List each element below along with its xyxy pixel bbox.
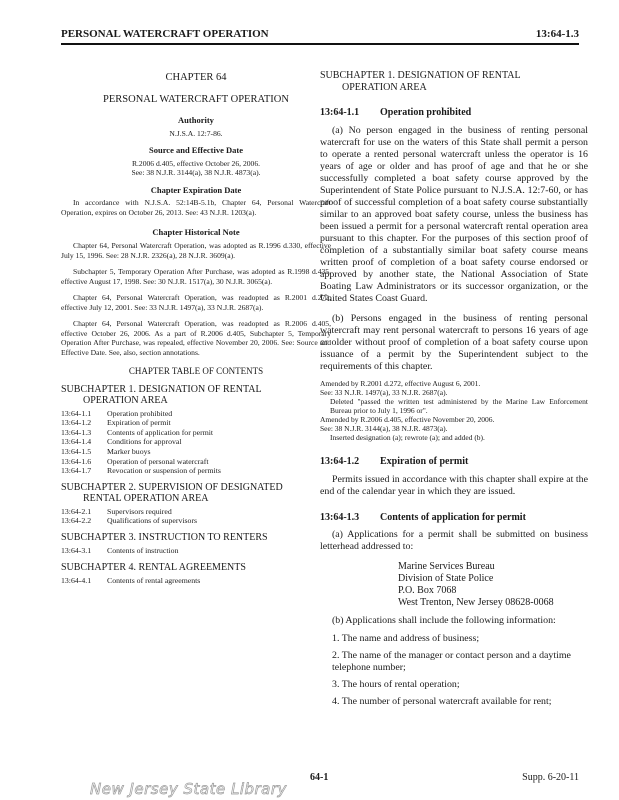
toc-entry-title: Operation of personal watercraft xyxy=(107,456,209,466)
toc-entry[interactable] xyxy=(61,516,331,526)
toc-entry[interactable] xyxy=(61,546,331,556)
toc-entry[interactable] xyxy=(61,418,331,428)
chapter-number: CHAPTER 64 xyxy=(165,72,227,83)
toc-entry-number: 13:64-4.1 xyxy=(61,575,92,585)
toc-entry-number: 13:64-2.1 xyxy=(61,506,92,516)
supplement-date: Supp. 6-20-11 xyxy=(522,772,579,783)
toc-entry-number: 13:64-2.2 xyxy=(61,516,92,526)
toc-entry[interactable] xyxy=(61,447,331,457)
toc-subchapter-title xyxy=(61,482,331,504)
header-code: 13:64-1.3 xyxy=(535,28,579,40)
subchapter-heading xyxy=(320,70,588,93)
authority-heading: Authority xyxy=(178,115,214,126)
left-column xyxy=(61,64,331,585)
toc-entry-title: Contents of instruction xyxy=(107,546,179,555)
chapter-title: PERSONAL WATERCRAFT OPERATION xyxy=(103,93,289,105)
right-column xyxy=(320,64,588,713)
toc-subchapter-title-line1: SUBCHAPTER 2. SUPERVISION OF DESIGNATED xyxy=(61,481,283,493)
section-number: 13:64-1.2 xyxy=(320,456,360,468)
toc-entry-number: 13:64-1.6 xyxy=(61,456,92,466)
toc-subchapter-title xyxy=(61,532,331,543)
amendment-line: Amended by R.2001 d.272, effective August 6, 2001. xyxy=(320,378,481,388)
address-line: Division of State Police xyxy=(398,573,494,585)
subchapter-heading-line2: OPERATION AREA xyxy=(342,81,427,93)
section-heading xyxy=(320,107,588,119)
section-paragraph: (a) No person engaged in the business of renting personal watercraft for use on the waters of this State shall permit a person to operate a rented personal watercraft unless the operator is 16 years of age or older and has proof of age and that he or she successfully completed a boat safety course approved by the Superintendent of State Police pursuant to N.J.S.A. 12:7-60, or has proof of successful completion of a boat safety course substantially similar to an approved boat safety course, unless the business has been issued a permit for a personal watercraft rental operation area pursuant to this chapter. For the purposes of this section proof of completion of a substantially similar boat safety course means written proof of completion of a boat safety course endorsed or approved by another state, the National Association of State Boating Law Administrators or its successor organization, or the United States Coast Guard. xyxy=(320,124,588,304)
section-title: Expiration of permit xyxy=(380,456,469,468)
list-item: 1. The name and address of business; xyxy=(332,633,480,645)
amendment-line: Inserted designation (a); rewrote (a); and added (b). xyxy=(330,433,485,443)
amendment-line: Amended by R.2006 d.405, effective November 20, 2006. xyxy=(320,414,495,424)
toc-subchapter-title-line2: RENTAL OPERATION AREA xyxy=(83,492,209,504)
toc-entry[interactable] xyxy=(61,409,331,419)
list-item: 3. The hours of rental operation; xyxy=(332,679,460,691)
amendment-line: Deleted "passed the written test administered by the Marine Law Enforcement Bureau prior to July 1, 1996 or". xyxy=(330,396,588,415)
amendment-notes xyxy=(320,379,588,443)
toc-subchapter-title xyxy=(61,562,331,573)
page-number: 64-1 xyxy=(310,772,329,783)
header-title: PERSONAL WATERCRAFT OPERATION xyxy=(61,28,269,40)
toc-heading: CHAPTER TABLE OF CONTENTS xyxy=(128,366,264,377)
toc-entry-number: 13:64-1.1 xyxy=(61,408,92,418)
section-paragraph: (b) Persons engaged in the business of renting personal watercraft may rent personal watercraft to persons 16 years of age or older without proof of completion of a boat safety course upon issuance of a permit by the Superintendent subject to the requirements of this chapter. xyxy=(320,312,588,372)
history-note: Chapter 64, Personal Watercraft Operation, was readopted as R.2001 d.272, effective July 12, 2001. See: 33 N.J.R. 1497(a), 33 N.J.R. 2687(a). xyxy=(61,293,331,312)
toc-entry-number: 13:64-1.5 xyxy=(61,447,92,457)
toc-entry-title: Supervisors required xyxy=(107,506,172,516)
toc-entry[interactable] xyxy=(61,466,331,476)
toc-section-list xyxy=(61,546,331,556)
section-heading xyxy=(320,512,588,524)
toc-entry-number: 13:64-1.2 xyxy=(61,418,92,428)
toc-entry[interactable] xyxy=(61,437,331,447)
amendment-line: See: 33 N.J.R. 1497(a), 33 N.J.R. 2687(a). xyxy=(320,387,448,397)
mailing-address xyxy=(320,561,588,609)
toc-entry-number: 13:64-1.3 xyxy=(61,427,92,437)
toc-entry-title: Qualifications of supervisors xyxy=(107,516,198,526)
toc-entry-title: Operation prohibited xyxy=(107,408,173,418)
history-note: Chapter 64, Personal Watercraft Operation, was readopted as R.2006 d.405, effective October 26, 2006. As a part of R.2006 d.405, Subchapter 5, Temporary Operation After Purchase, was repealed, effective November 20, 2006. See: Source and Effective Date. See, also, section annotations. xyxy=(61,319,331,357)
toc-entry-number: 13:64-1.4 xyxy=(61,437,92,447)
list-item: 4. The number of personal watercraft available for rent; xyxy=(332,696,552,708)
library-watermark: New Jersey State Library xyxy=(90,780,287,798)
section-paragraph: (a) Applications for a permit shall be submitted on business letterhead addressed to: xyxy=(320,529,588,553)
toc-entry-title: Marker buoys xyxy=(107,447,151,457)
expiration-heading: Chapter Expiration Date xyxy=(150,184,242,195)
section-paragraph: (b) Applications shall include the following information: xyxy=(332,615,556,627)
expiration-text: In accordance with N.J.S.A. 52:14B-5.1b, Chapter 64, Personal Watercraft Operation, expires on October 26, 2013. See: 43 N.J.R. 1203(a). xyxy=(61,198,331,217)
amendment-line: See: 38 N.J.R. 3144(a), 38 N.J.R. 4873(a). xyxy=(320,424,448,434)
toc-entry[interactable] xyxy=(61,576,331,586)
toc-entry[interactable] xyxy=(61,457,331,467)
toc-entry-number: 13:64-1.7 xyxy=(61,466,92,476)
toc-entry-title: Revocation or suspension of permits xyxy=(107,466,221,476)
history-heading: Chapter Historical Note xyxy=(152,227,240,238)
section-title: Operation prohibited xyxy=(380,107,472,118)
toc-entry-title: Contents of application for permit xyxy=(107,427,214,437)
section-heading xyxy=(320,456,588,468)
toc-subchapter-title xyxy=(61,384,331,406)
toc-entry-title: Contents of rental agreements xyxy=(107,575,201,585)
history-note: Chapter 64, Personal Watercraft Operation, was adopted as R.1996 d.330, effective July 15, 1996. See: 28 N.J.R. 2326(a), 28 N.J.R. 3609(a). xyxy=(61,241,331,260)
source-heading: Source and Effective Date xyxy=(148,145,244,156)
toc-entry[interactable] xyxy=(61,507,331,517)
toc-entry-title: Conditions for approval xyxy=(107,437,182,447)
toc-subchapter-title-line2: OPERATION AREA xyxy=(83,394,168,406)
section-number: 13:64-1.1 xyxy=(320,107,360,118)
toc-subchapter-title-line1: SUBCHAPTER 4. RENTAL AGREEMENTS xyxy=(61,561,246,573)
toc-entry-number: 13:64-3.1 xyxy=(61,546,92,555)
toc-subchapter-title-line1: SUBCHAPTER 3. INSTRUCTION TO RENTERS xyxy=(61,532,268,543)
section-title: Contents of application for permit xyxy=(380,511,526,523)
section-paragraph: Permits issued in accordance with this chapter shall expire at the end of the calendar year in which they are issued. xyxy=(320,473,588,497)
toc-section-list xyxy=(61,507,331,526)
toc-section-list xyxy=(61,576,331,586)
address-line: P.O. Box 7068 xyxy=(398,585,457,597)
running-header xyxy=(61,20,579,45)
source-text: R.2006 d.405, effective October 26, 2006. See: 38 N.J.R. 3144(a), 38 N.J.R. 4873(a). xyxy=(131,158,261,178)
section-number: 13:64-1.3 xyxy=(320,511,360,523)
history-note: Subchapter 5, Temporary Operation After Purchase, was adopted as R.1998 d.435, effective August 17, 1998. See: 30 N.J.R. 1517(a), 30 N.J.R. 3065(a). xyxy=(61,267,331,286)
toc-section-list xyxy=(61,409,331,476)
subchapter-heading-line1: SUBCHAPTER 1. DESIGNATION OF RENTAL xyxy=(320,70,521,81)
list-item: 2. The name of the manager or contact person and a daytime telephone number; xyxy=(332,650,571,674)
toc-entry-title: Expiration of permit xyxy=(107,418,171,428)
authority-text: N.J.S.A. 12:7-86. xyxy=(169,128,223,138)
address-line: West Trenton, New Jersey 08628-0068 xyxy=(398,597,554,609)
toc-subchapter-title-line1: SUBCHAPTER 1. DESIGNATION OF RENTAL xyxy=(61,383,262,395)
toc-entry[interactable] xyxy=(61,428,331,438)
address-line: Marine Services Bureau xyxy=(398,561,495,573)
